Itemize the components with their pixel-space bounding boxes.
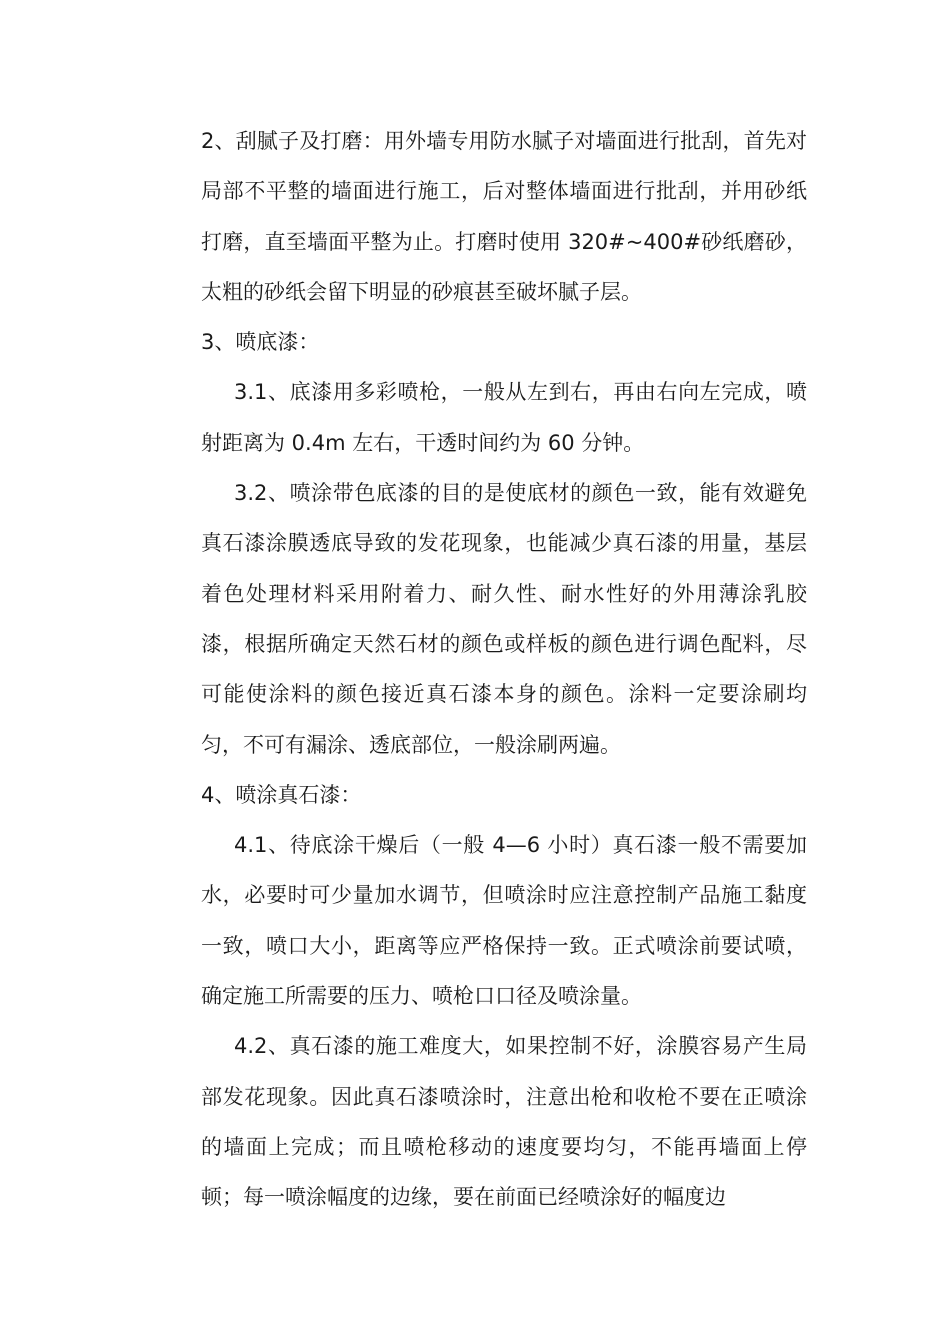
document-body [201,116,807,1223]
paragraph-stone-paint-4-2: 4.2、真石漆的施工难度大，如果控制不好，涂膜容易产生局部发花现象。因此真石漆喷涂时，注意出枪和收枪不要在正喷涂的墙面上完成；而且喷枪移动的速度要均匀，不能再墙面上停顿；每一喷涂幅度的边缘，要在前面已经喷涂好的幅度边 [201,1034,807,1210]
heading-spray-stone-paint: 4、喷涂真石漆： [201,782,362,807]
paragraph-primer-3-1: 3.1、底漆用多彩喷枪，一般从左到右，再由右向左完成，喷射距离为 0.4m 左右，干透时间约为 60 分钟。 [201,380,807,455]
paragraph-primer-3-2: 3.2、喷涂带色底漆的目的是使底材的颜色一致，能有效避免真石漆涂膜透底导致的发花现象，也能减少真石漆的用量，基层着色处理材料采用附着力、耐久性、耐水性好的外用薄涂乳胶漆，根据所确定天然石材的颜色或样板的颜色进行调色配料，尽可能使涂料的颜色接近真石漆本身的颜色。涂料一定要涂刷均匀，不可有漏涂、透底部位，一般涂刷两遍。 [201,481,807,757]
paragraph-stone-paint-4-1: 4.1、待底涂干燥后（一般 4—6 小时）真石漆一般不需要加水，必要时可少量加水调节，但喷涂时应注意控制产品施工黏度一致，喷口大小，距离等应严格保持一致。正式喷涂前要试喷，确定施工所需要的压力、喷枪口口径及喷涂量。 [201,833,807,1009]
heading-spray-primer: 3、喷底漆： [201,330,320,355]
paragraph-putty-sanding: 2、刮腻子及打磨：用外墙专用防水腻子对墙面进行批刮，首先对局部不平整的墙面进行施工，后对整体墙面进行批刮，并用砂纸打磨，直至墙面平整为止。打磨时使用 320#~400#砂纸磨砂，太粗的砂纸会留下明显的砂痕甚至破坏腻子层。 [201,129,807,304]
